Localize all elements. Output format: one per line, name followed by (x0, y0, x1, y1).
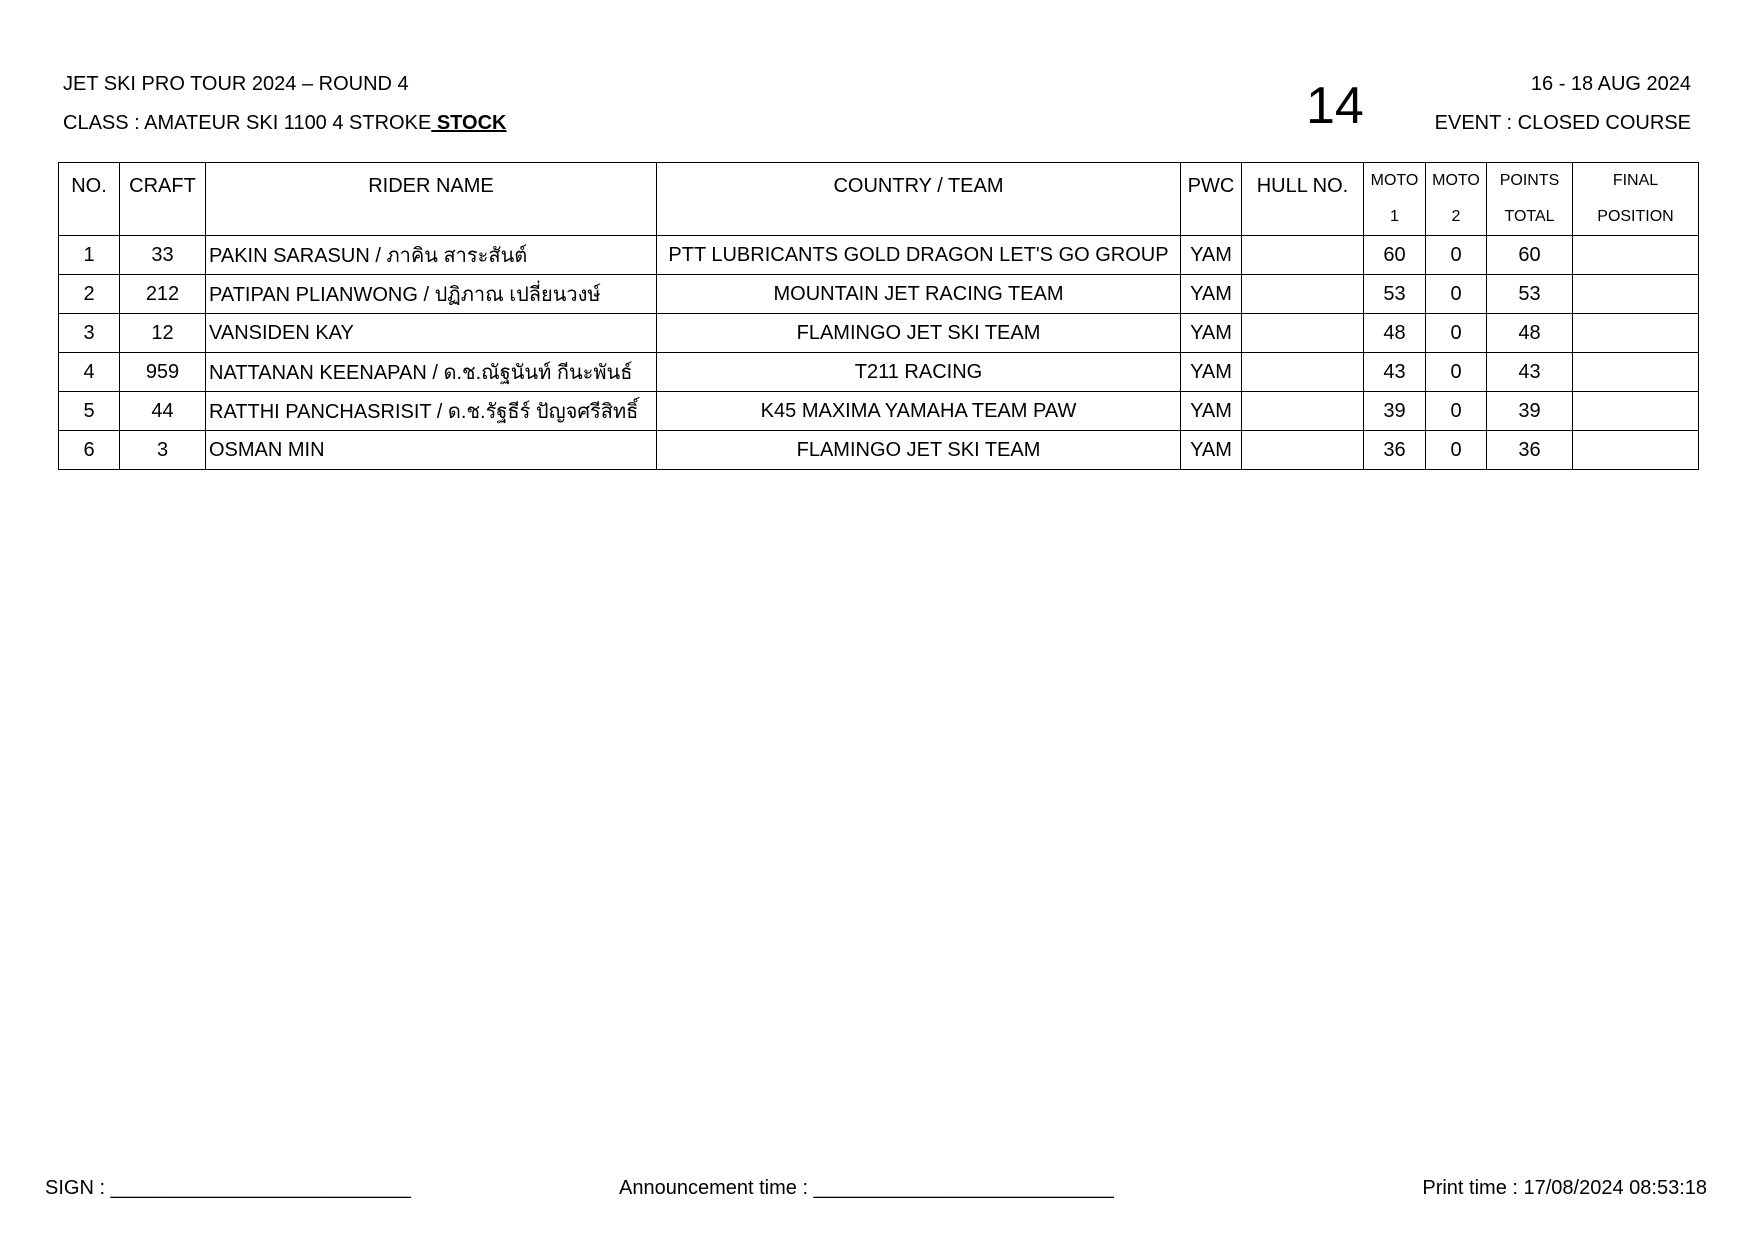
cell-rider: PAKIN SARASUN / ภาคิน สาระสันต์ (206, 236, 657, 275)
cell-team: T211 RACING (657, 353, 1181, 392)
class-label (63, 113, 506, 133)
cell-moto1: 43 (1364, 353, 1426, 392)
announcement-time-line: Announcement time : ___________________________ (619, 1177, 1114, 1199)
cell-final (1573, 431, 1699, 470)
cell-moto2: 0 (1426, 314, 1487, 353)
col-header-craft: CRAFT (120, 163, 206, 236)
cell-craft: 3 (120, 431, 206, 470)
cell-hull (1242, 314, 1364, 353)
table-header-row (59, 163, 1699, 236)
cell-moto2: 0 (1426, 353, 1487, 392)
col-header-pwc: PWC (1181, 163, 1242, 236)
cell-rider: PATIPAN PLIANWONG / ปฏิภาณ เปลี่ยนวงษ์ (206, 275, 657, 314)
col-header-moto2 (1426, 163, 1487, 236)
position-label: POSITION (1597, 208, 1674, 225)
class-stock-label: STOCK (431, 112, 507, 134)
cell-moto1: 60 (1364, 236, 1426, 275)
col-header-hull: HULL NO. (1242, 163, 1364, 236)
cell-moto2: 0 (1426, 392, 1487, 431)
col-header-moto1 (1364, 163, 1426, 236)
cell-rider: VANSIDEN KAY (206, 314, 657, 353)
cell-final (1573, 392, 1699, 431)
points-label: POINTS (1499, 172, 1560, 189)
cell-rider: RATTHI PANCHASRISIT / ด.ช.รัฐธีร์ ปัญจศรีสิทธิ์ (206, 392, 657, 431)
col-header-points-total (1487, 163, 1573, 236)
cell-team: FLAMINGO JET SKI TEAM (657, 314, 1181, 353)
moto2-number: 2 (1451, 208, 1461, 225)
cell-hull (1242, 353, 1364, 392)
final-label: FINAL (1612, 172, 1659, 189)
cell-total: 36 (1487, 431, 1573, 470)
cell-craft: 959 (120, 353, 206, 392)
cell-craft: 33 (120, 236, 206, 275)
total-label: TOTAL (1504, 208, 1555, 225)
cell-no: 1 (59, 236, 120, 275)
table-row (59, 431, 1699, 470)
cell-hull (1242, 392, 1364, 431)
cell-moto1: 39 (1364, 392, 1426, 431)
cell-total: 53 (1487, 275, 1573, 314)
cell-team: FLAMINGO JET SKI TEAM (657, 431, 1181, 470)
table-row (59, 353, 1699, 392)
col-header-no: NO. (59, 163, 120, 236)
cell-final (1573, 314, 1699, 353)
cell-hull (1242, 431, 1364, 470)
cell-total: 48 (1487, 314, 1573, 353)
sign-line: SIGN : ___________________________ (45, 1177, 411, 1199)
event-date: 16 - 18 AUG 2024 (1530, 73, 1691, 95)
page-number: 14 (1306, 77, 1364, 135)
cell-pwc: YAM (1181, 314, 1242, 353)
table-row (59, 392, 1699, 431)
cell-pwc: YAM (1181, 236, 1242, 275)
cell-moto1: 48 (1364, 314, 1426, 353)
cell-no: 4 (59, 353, 120, 392)
table-row (59, 314, 1699, 353)
table-row (59, 275, 1699, 314)
document-title: JET SKI PRO TOUR 2024 – ROUND 4 (63, 73, 409, 95)
cell-pwc: YAM (1181, 275, 1242, 314)
col-header-rider: RIDER NAME (206, 163, 657, 236)
table-row (59, 236, 1699, 275)
moto2-label: MOTO (1432, 172, 1480, 189)
event-type: EVENT : CLOSED COURSE (1434, 112, 1691, 134)
class-name: CLASS : AMATEUR SKI 1100 4 STROKE (63, 112, 432, 134)
cell-moto1: 36 (1364, 431, 1426, 470)
cell-rider: NATTANAN KEENAPAN / ด.ช.ณัฐนันท์ กีนะพันธ์ (206, 353, 657, 392)
cell-moto2: 0 (1426, 275, 1487, 314)
cell-hull (1242, 275, 1364, 314)
cell-rider: OSMAN MIN (206, 431, 657, 470)
moto1-number: 1 (1390, 208, 1399, 225)
results-table (58, 162, 1699, 470)
cell-pwc: YAM (1181, 431, 1242, 470)
cell-final (1573, 353, 1699, 392)
cell-final (1573, 275, 1699, 314)
cell-total: 60 (1487, 236, 1573, 275)
cell-moto2: 0 (1426, 236, 1487, 275)
cell-craft: 12 (120, 314, 206, 353)
print-time: Print time : 17/08/2024 08:53:18 (1422, 1177, 1707, 1199)
cell-pwc: YAM (1181, 353, 1242, 392)
cell-final (1573, 236, 1699, 275)
cell-team: MOUNTAIN JET RACING TEAM (657, 275, 1181, 314)
cell-craft: 212 (120, 275, 206, 314)
moto1-label: MOTO (1370, 172, 1419, 189)
cell-team: PTT LUBRICANTS GOLD DRAGON LET'S GO GROUP (657, 236, 1181, 275)
cell-moto2: 0 (1426, 431, 1487, 470)
cell-no: 6 (59, 431, 120, 470)
cell-total: 39 (1487, 392, 1573, 431)
cell-pwc: YAM (1181, 392, 1242, 431)
cell-craft: 44 (120, 392, 206, 431)
cell-team: K45 MAXIMA YAMAHA TEAM PAW (657, 392, 1181, 431)
cell-moto1: 53 (1364, 275, 1426, 314)
cell-hull (1242, 236, 1364, 275)
col-header-final-position (1573, 163, 1699, 236)
col-header-team: COUNTRY / TEAM (657, 163, 1181, 236)
cell-no: 2 (59, 275, 120, 314)
cell-no: 5 (59, 392, 120, 431)
cell-no: 3 (59, 314, 120, 353)
cell-total: 43 (1487, 353, 1573, 392)
